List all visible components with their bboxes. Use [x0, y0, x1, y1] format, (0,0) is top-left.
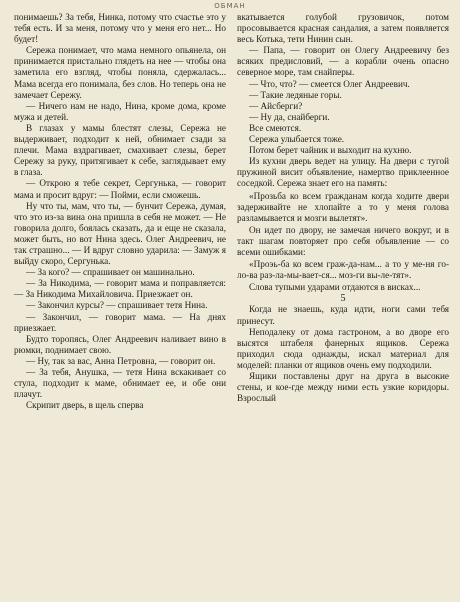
- paragraph: Он идет по двору, не замечая ничего вокруг, и в такт шагам повторяет про себя объявление — со всеми ошибками:: [237, 224, 449, 257]
- paragraph: — Айсберги?: [249, 100, 303, 111]
- paragraph: Ящики поставлены друг на друга в высокие стены, и кое-где между ними есть узкие коридоры. Взрослый: [237, 371, 449, 404]
- paragraph: Когда не знаешь, куда идти, ноги сами тебя принесут.: [237, 304, 449, 326]
- paragraph: Сережа понимает, что мама немного опьянела, он принимается пристально глядеть на нее — чтобы она заметила его взгляд, чтобы поняла, сдержалась... Мама всегда его понимала, без слов. Но теперь она не замечает Сережу.: [14, 45, 226, 100]
- paragraph: Будто торопясь, Олег Андреевич наливает вино в рюмки, поднимает свою.: [14, 333, 226, 355]
- paragraph: — Такие ледяные горы.: [249, 89, 342, 100]
- paragraph: — Ничего нам не надо, Нина, кроме дома, кроме мужа и детей.: [14, 100, 226, 122]
- running-head: ОБМАН: [214, 2, 246, 10]
- paragraph: понимаешь? За тебя, Нинка, потому что счастье это у тебя есть. И за меня, потому что у меня его нет... Но будет!: [14, 12, 226, 45]
- paragraph: В глазах у мамы блестят слезы, Сережа не выдерживает, подходит к ней, обнимает сзади за плечи. Мама вздрагивает, смахивает слезы, берет Сережу за руку, притягивает к себе, заглядывает ему в глаза.: [14, 122, 226, 178]
- paragraph: — За тебя, Анушка, — тетя Нина вскакивает со стула, подходит к маме, обнимает ее, и обе они плачут.: [14, 367, 226, 400]
- notice-quote: «Проэь-ба ко всем граж-да-нам... а то у ме-ня го-ло-ва раз-ла-мы-вает-ся... моз-ги вы-ле-тят».: [237, 259, 449, 281]
- paragraph: Все смеются.: [249, 122, 302, 133]
- paragraph: Из кухни дверь ведет на улицу. На двери с тугой пружиной висит объявление, намертво приклеенное соседкой. Сережа знает его на память:: [237, 156, 449, 189]
- paragraph: — Папа, — говорит он Олегу Андреевичу без всяких предисловий, — а корабли очень опасно северное море, там снайперы.: [237, 45, 449, 78]
- paragraph: — Закончил, — говорит мама. — На днях приезжает.: [14, 311, 226, 333]
- paragraph: — Ну, так за вас, Анна Петровна, — говорит он.: [26, 355, 216, 366]
- paragraph: — Закончил курсы? — спрашивает тетя Нина.: [26, 300, 208, 311]
- paragraph: — За кого? — спрашивает он машинально.: [26, 267, 195, 278]
- paragraph: Слова тупыми ударами отдаются в висках...: [249, 282, 421, 293]
- left-column: [14, 12, 226, 411]
- paragraph: Скрипит дверь, в щель сперва: [26, 400, 144, 411]
- paragraph: Потом берет чайник и выходит на кухню.: [249, 145, 412, 156]
- paragraph: Неподалеку от дома гастроном, а во дворе его высятся штабеля фанерных ящиков. Сережа приходил сюда однажды, искал материал для моделей: планки от ящиков очень ему подходили.: [237, 326, 449, 370]
- chapter-number: 5: [340, 293, 346, 305]
- paragraph: — Что, что? — смеется Олег Андреевич.: [249, 78, 410, 89]
- paragraph: Сережа улыбается тоже.: [249, 134, 345, 145]
- paragraph: — Открою я тебе секрет, Сергунька, — говорит мама и просит вдруг: — Пойми, если сможешь.: [14, 178, 226, 200]
- paragraph: Ну что ты, мам, что ты, — бунчит Сережа, думая, что это из-за вина она пришла в себя не может. — Не говорила долго, боялась сказать, да и еще не сказала, может быть, но вот Нина здесь. Олег Андреевич, не так страшно... — И вдруг словно ударила: — Замуж я выйду скоро, Сергунька.: [14, 200, 226, 267]
- paragraph: — Ну да, снайберги.: [249, 111, 330, 122]
- paragraph: вкатывается голубой грузовичок, потом просовывается красная сандалия, а затем появляется весь Котька, тети Нинин сын.: [237, 12, 449, 45]
- right-column: [237, 12, 449, 404]
- paragraph: — За Никодима, — говорит мама и поправляется: — За Никодима Михайловича. Приезжает он.: [14, 278, 226, 300]
- notice-quote: «Прозьба ко всем гражданам когда ходите двери задерживайте не хлопайте а то у меня голова разламывается и мозги вылетят».: [237, 190, 449, 223]
